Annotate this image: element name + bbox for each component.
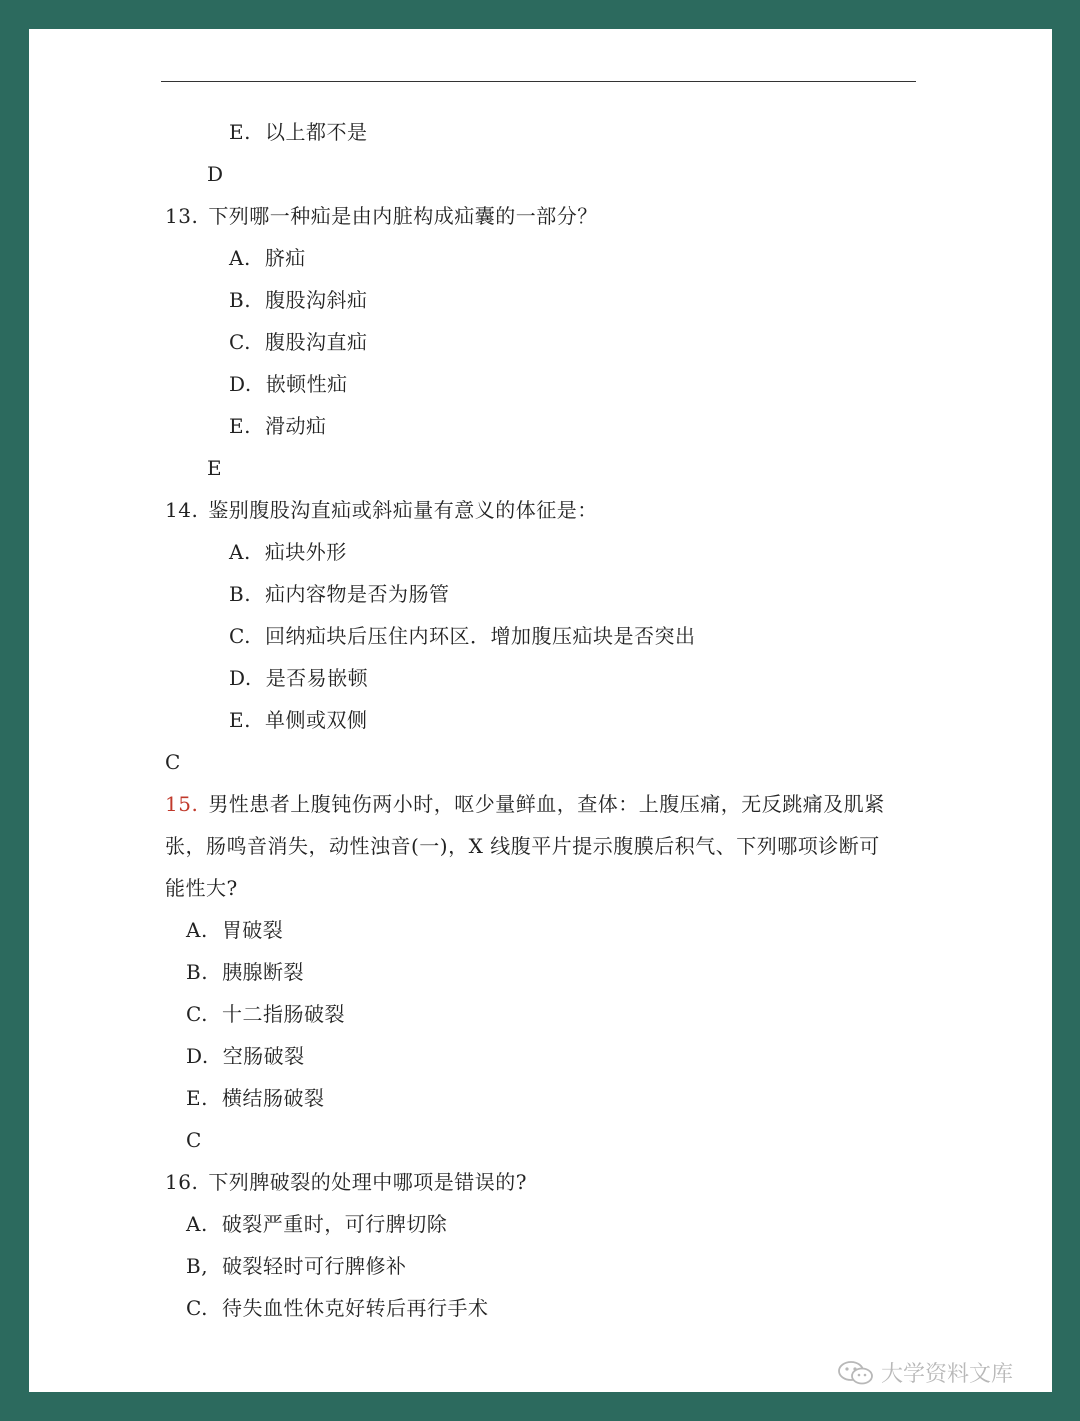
question-15-line-1: 15. 男性患者上腹钝伤两小时，呕少量鲜血，查体：上腹压痛，无反跳痛及肌紧: [165, 792, 885, 816]
question-15-line-3: 能性大?: [165, 876, 238, 900]
question-15-line-2: 张，肠鸣音消失，动性浊音(一)，X 线腹平片提示腹膜后积气、下列哪项诊断可: [165, 834, 880, 858]
q15-option-d: D. 空肠破裂: [186, 1044, 305, 1068]
q15-answer: C: [186, 1128, 202, 1152]
q15-option-a: A. 胃破裂: [186, 918, 284, 942]
watermark-text: 大学资料文库: [881, 1362, 1014, 1387]
q13-option-e: E. 滑动疝: [229, 414, 327, 438]
watermark: [837, 1357, 1013, 1388]
q16-option-b: B, 破裂轻时可行脾修补: [186, 1254, 407, 1278]
q15-option-c: C. 十二指肠破裂: [186, 1002, 345, 1026]
wechat-icon: [837, 1360, 875, 1386]
q16-option-a: A. 破裂严重时，可行脾切除: [186, 1212, 448, 1236]
prev-option-e: E. 以上都不是: [229, 120, 368, 144]
question-14: 14. 鉴别腹股沟直疝或斜疝量有意义的体征是：: [165, 498, 598, 522]
q14-option-c: C. 回纳疝块后压住内环区．增加腹压疝块是否突出: [229, 624, 696, 648]
question-16: 16. 下列脾破裂的处理中哪项是错误的?: [165, 1170, 528, 1194]
q14-option-d: D. 是否易嵌顿: [229, 666, 369, 690]
q14-option-b: B. 疝内容物是否为肠管: [229, 582, 450, 606]
question-15-number: 15.: [165, 792, 199, 816]
q13-option-b: B. 腹股沟斜疝: [229, 288, 368, 312]
q13-option-a: A. 脐疝: [229, 246, 306, 270]
header-rule: [161, 81, 916, 82]
prev-answer: D: [207, 162, 224, 186]
document-page: [29, 29, 1052, 1392]
q15-option-b: B. 胰腺断裂: [186, 960, 305, 984]
q13-option-d: D. 嵌顿性疝: [229, 372, 348, 396]
q14-option-a: A. 疝块外形: [229, 540, 347, 564]
question-13: 13. 下列哪一种疝是由内脏构成疝囊的一部分？: [165, 204, 598, 228]
q14-answer: C: [165, 750, 181, 774]
q14-option-e: E. 单侧或双侧: [229, 708, 368, 732]
q13-option-c: C. 腹股沟直疝: [229, 330, 368, 354]
q13-answer: E: [207, 456, 223, 480]
q16-option-c: C. 待失血性休克好转后再行手术: [186, 1296, 489, 1320]
q15-option-e: E. 横结肠破裂: [186, 1086, 325, 1110]
